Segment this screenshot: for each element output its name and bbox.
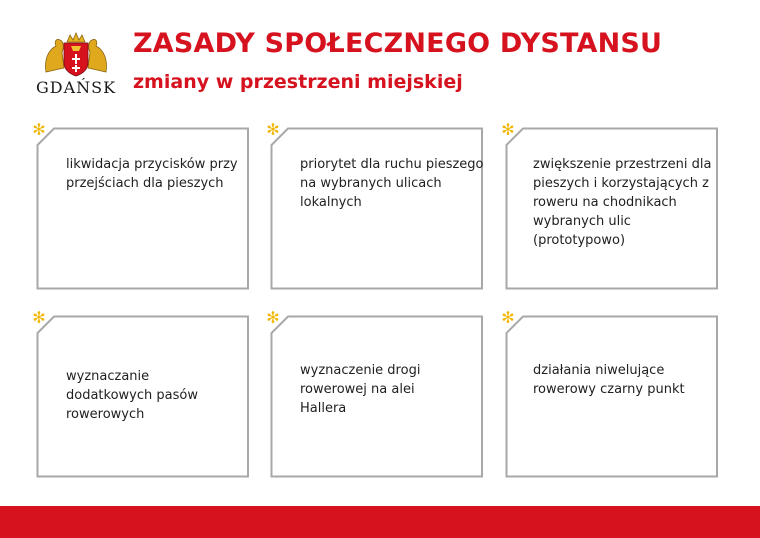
asterisk-icon <box>266 310 280 324</box>
coat-of-arms-icon <box>40 32 112 78</box>
card-text: wyznaczenie drogi rowerowej na alei Hallera <box>300 363 421 416</box>
page-subtitle: zmiany w przestrzeni miejskiej <box>133 71 463 93</box>
asterisk-icon <box>32 122 46 136</box>
card-text: wyznaczanie dodatkowych pasów rowerowych <box>66 369 198 422</box>
card-text: priorytet dla ruchu pieszego na wybranych ulicach lokalnych <box>300 157 484 210</box>
card-text: działania niwelujące rowerowy czarny punkt <box>533 363 685 397</box>
svg-text:✻: ✻ <box>501 310 515 324</box>
card-1 <box>32 122 266 301</box>
svg-text:✻: ✻ <box>501 122 515 136</box>
gdansk-logo <box>34 32 124 102</box>
card-4 <box>32 310 266 489</box>
card-text: likwidacja przycisków przy przejściach dla pieszych <box>66 157 238 191</box>
svg-text:✻: ✻ <box>266 122 280 136</box>
logo-text: GDAŃSK <box>35 78 117 97</box>
svg-text:✻: ✻ <box>266 310 280 324</box>
svg-text:✻: ✻ <box>32 310 46 324</box>
card-6 <box>501 310 735 489</box>
page-title: ZASADY SPOŁECZNEGO DYSTANSU <box>133 28 663 59</box>
asterisk-icon <box>501 310 515 324</box>
card-2 <box>266 122 500 301</box>
svg-text:✻: ✻ <box>32 122 46 136</box>
card-5 <box>266 310 500 489</box>
card-3 <box>501 122 735 301</box>
footer-bar <box>0 506 760 538</box>
card-note: (prototypowo) <box>533 233 626 248</box>
card-text <box>533 155 718 250</box>
asterisk-icon <box>501 122 515 136</box>
card-main-text: zwiększenie przestrzeni dla pieszych i korzystających z roweru na chodnikach wybranych ulic <box>533 157 712 229</box>
asterisk-icon <box>266 122 280 136</box>
card-frame <box>36 127 250 290</box>
asterisk-icon <box>32 310 46 324</box>
